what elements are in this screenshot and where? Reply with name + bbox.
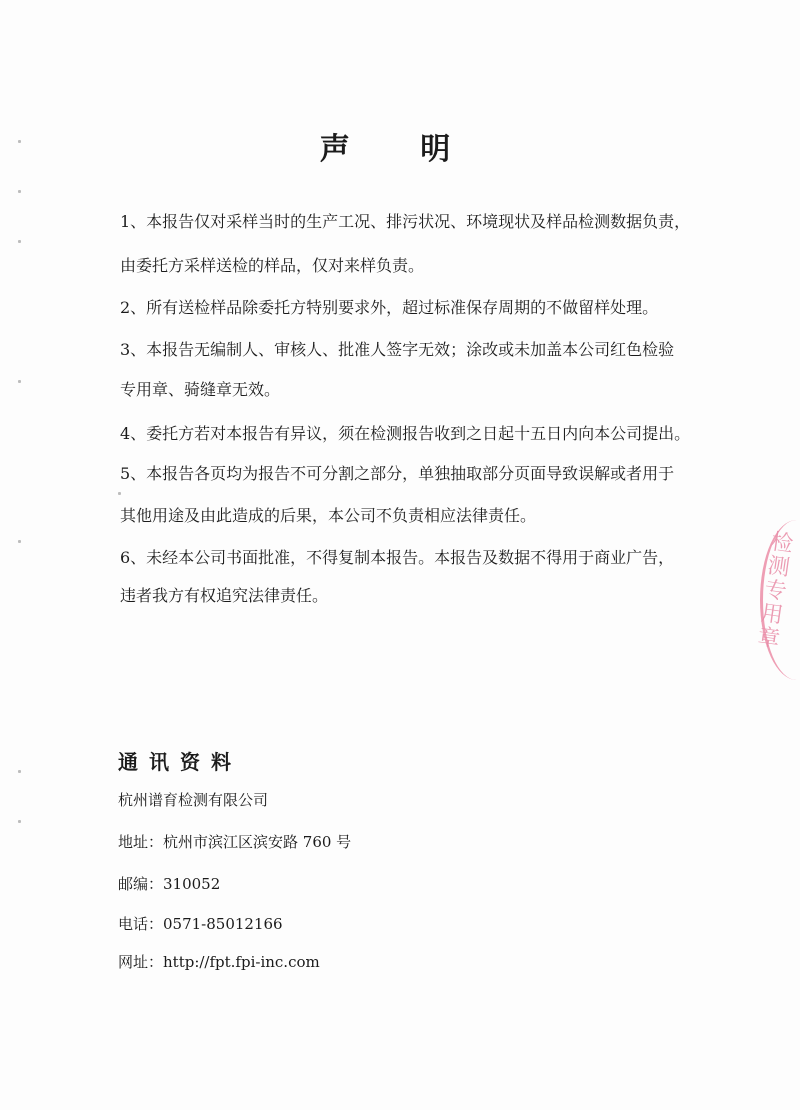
statement-6-line-2: 违者我方有权追究法律责任。	[120, 586, 329, 605]
statement-1-line-2: 由委托方采样送检的样品，仅对来样负责。	[120, 256, 425, 275]
statement-3-line-1: 3、本报告无编制人、审核人、批准人签字无效；涂改或未加盖本公司红色检验	[120, 340, 675, 359]
statement-5-line-2: 其他用途及由此造成的后果，本公司不负责相应法律责任。	[120, 506, 537, 525]
contact-website: 网址：http://fpt.fpi-inc.com	[118, 953, 320, 971]
statement-5-line-1: 5、本报告各页均为报告不可分割之部分，单独抽取部分页面导致误解或者用于	[120, 464, 675, 483]
scan-speck	[118, 492, 121, 495]
page-title: 声 明	[319, 132, 481, 167]
statement-6-line-1: 6、未经本公司书面批准，不得复制本报告。本报告及数据不得用于商业广告，	[120, 548, 675, 567]
statement-4-line-1: 4、委托方若对本报告有异议，须在检测报告收到之日起十五日内向本公司提出。	[120, 424, 691, 443]
scan-speck	[18, 540, 21, 543]
contact-company: 杭州谱育检测有限公司	[118, 791, 269, 809]
scan-speck	[18, 140, 21, 143]
scan-speck	[18, 770, 21, 773]
seal-stamp-icon	[748, 520, 800, 680]
scan-speck	[18, 240, 21, 243]
seal-text: 检测专用章	[752, 528, 795, 652]
contact-phone: 电话：0571-85012166	[118, 915, 283, 933]
statement-3-line-2: 专用章、骑缝章无效。	[120, 380, 281, 399]
statement-1-line-1: 1、本报告仅对采样当时的生产工况、排污状况、环境现状及样品检测数据负责，	[120, 212, 691, 231]
contact-address: 地址：杭州市滨江区滨安路 760 号	[118, 833, 352, 851]
scan-speck	[18, 380, 21, 383]
contact-postcode: 邮编：310052	[118, 875, 221, 893]
statement-2-line-1: 2、所有送检样品除委托方特别要求外，超过标准保存周期的不做留样处理。	[120, 298, 659, 317]
contact-heading: 通讯资料	[118, 750, 242, 774]
scan-speck	[18, 190, 21, 193]
scan-speck	[18, 820, 21, 823]
